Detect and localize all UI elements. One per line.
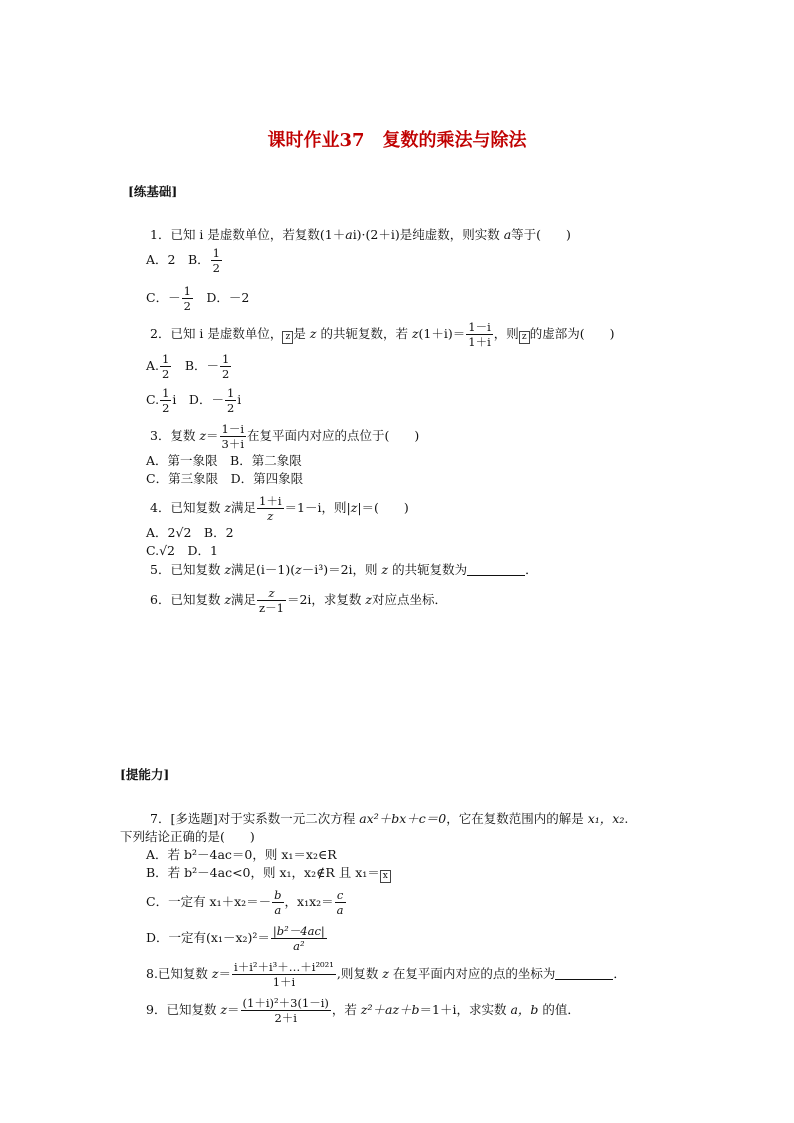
q2-option-a-fraction: $\frac{1}{2}$ xyxy=(162,352,170,381)
question-9 xyxy=(146,996,580,1025)
q6-var-z: z xyxy=(224,592,232,607)
q6-stem-d: 对应点坐标． xyxy=(371,592,447,607)
q6-stem-b: 满足 xyxy=(231,592,257,607)
q1-options-ab xyxy=(146,246,223,275)
q5-var-z: z xyxy=(224,562,232,577)
q4-options-cd: C.√2 D．1 xyxy=(146,543,218,558)
q7-equation: ax²＋bx＋c＝0 xyxy=(359,811,447,826)
q8-var-z: z xyxy=(211,966,219,981)
q2-option-c: C. xyxy=(146,392,160,407)
q2-stem-c: 的共轭复数，若 xyxy=(316,326,412,341)
q7-option-c-fraction-2: $\frac{c}{a}$ xyxy=(336,888,344,917)
question-1 xyxy=(150,226,571,244)
q4-fraction: $\frac{1+i}{z}$ xyxy=(259,494,282,523)
q1-option-a: A．2 B． xyxy=(146,252,210,267)
question-2 xyxy=(150,320,615,349)
question-6 xyxy=(150,586,447,615)
q7-option-d-text: D．一定有(x₁－x₂)²＝ xyxy=(146,930,270,945)
q7-stem-b: ，它在复数范围内的解是 xyxy=(446,811,588,826)
q2-option-d-tail: i xyxy=(237,392,242,407)
q9-equation: z²＋az＋b xyxy=(360,1002,420,1017)
q2-option-a: A. xyxy=(146,358,160,373)
q7-option-a: A．若 b²－4ac＝0，则 x₁＝x₂∈R xyxy=(146,847,337,862)
q8-stem-end: ． xyxy=(613,966,626,981)
q5-var-z2: z xyxy=(295,562,302,577)
q4-options-ab: A．2√2 B．2 xyxy=(146,525,234,540)
q7-stem-a: 7．[多选题]对于实系数一元二次方程 xyxy=(150,811,360,826)
q8-stem-c: ,则复数 xyxy=(336,966,383,981)
question-3 xyxy=(150,422,419,451)
conjugate-z-image: z xyxy=(282,331,293,344)
q1-var: a xyxy=(503,227,512,242)
q5-stem-b: 满足(i－1)( xyxy=(231,562,296,577)
q9-stem-e: 的值． xyxy=(538,1002,580,1017)
q9-fraction: $\frac{\text{(1＋i)²＋3(1－i)}}{2+i}$ xyxy=(242,996,329,1025)
q4-stem-c: ＝1－i，则| xyxy=(284,500,351,515)
q7-option-c-mid: ，x₁x₂＝ xyxy=(284,894,334,909)
q1-option-c: C．－ xyxy=(146,290,181,305)
q2-stem-f: 的虚部为( ) xyxy=(529,326,615,341)
question-8 xyxy=(146,960,626,989)
q1-option-b-fraction: $\frac{1}{2}$ xyxy=(212,246,220,275)
q9-stem-c: ，若 xyxy=(331,1002,361,1017)
q5-var-z3: z xyxy=(381,562,389,577)
q5-stem-a: 5．已知复数 xyxy=(150,562,225,577)
q2-option-c-fraction: $\frac{1}{2}$ xyxy=(162,386,170,415)
q7-option-b xyxy=(146,864,391,883)
q6-stem-c: ＝2i，求复数 xyxy=(286,592,366,607)
q8-fraction: $\frac{\text{i＋i²＋i³＋…＋i²⁰²¹}}{1+i}$ xyxy=(234,960,334,989)
q2-stem-b: 是 xyxy=(293,326,310,341)
q4-var-z2: z xyxy=(350,500,358,515)
q8-stem-d: 在复平面内对应的点的坐标为 xyxy=(388,966,556,981)
q2-stem-a: 2．已知 i 是虚数单位， xyxy=(150,326,283,341)
q3-options-cd: C．第三象限 D．第四象限 xyxy=(146,471,304,486)
q2-options-cd xyxy=(146,386,241,415)
q8-stem-a: 8.已知复数 xyxy=(146,966,212,981)
q2-option-d-fraction: $\frac{1}{2}$ xyxy=(226,386,235,415)
q9-stem-a: 9．已知复数 xyxy=(146,1002,221,1017)
q1-var-a: a xyxy=(345,227,353,242)
q4-stem-a: 4．已知复数 xyxy=(150,500,225,515)
q2-options-ab xyxy=(146,352,232,381)
q3-stem-b: ＝ xyxy=(206,428,219,443)
q2-var-z: z xyxy=(309,326,317,341)
q1-option-c-fraction: $\frac{1}{2}$ xyxy=(183,284,191,313)
q5-answer-blank[interactable] xyxy=(467,563,525,576)
q3-stem-c: 在复平面内对应的点位于( ) xyxy=(247,428,420,443)
q7-option-c xyxy=(146,888,347,917)
q4-stem-d: |＝( ) xyxy=(357,500,409,515)
q3-fraction: $\frac{1-i}{3+i}$ xyxy=(221,422,245,451)
q7-option-d-fraction: $\frac{\text{|b²－4ac|}}{\text{a²}}$ xyxy=(272,924,325,953)
question-5 xyxy=(150,561,538,579)
q7-option-b-text: B．若 b²－4ac<0，则 x₁，x₂∉R 且 x₁＝ xyxy=(146,865,380,880)
q8-var-z2: z xyxy=(382,966,389,981)
conjugate-x2-image: x xyxy=(380,870,391,883)
q3-stem-a: 3．复数 xyxy=(150,428,200,443)
q6-fraction: $\frac{z}{z-1}$ xyxy=(259,586,284,615)
q4-var-z: z xyxy=(224,500,232,515)
q2-stem-d: (1＋i)＝ xyxy=(418,326,466,341)
q9-vars-ab: a，b xyxy=(510,1002,539,1017)
q7-option-d xyxy=(146,924,328,953)
q1-stem-c: 等于( ) xyxy=(511,227,571,242)
q8-answer-blank[interactable] xyxy=(555,967,613,980)
q1-stem-a: 1．已知 i 是虚数单位，若复数(1＋ xyxy=(150,227,346,242)
q7-stem-c: . xyxy=(624,811,629,826)
q7-roots: x₁，x₂ xyxy=(587,811,625,826)
q9-var-z: z xyxy=(220,1002,228,1017)
q9-stem-b: ＝ xyxy=(227,1002,240,1017)
question-4 xyxy=(150,494,409,523)
q3-options-ab: A．第一象限 B．第二象限 xyxy=(146,453,302,468)
q2-stem-e: ，则 xyxy=(493,326,519,341)
q4-stem-b: 满足 xyxy=(231,500,257,515)
q2-fraction: $\frac{1-i}{1+i}$ xyxy=(468,320,491,349)
q7-option-c-text: C．一定有 x₁＋x₂＝－ xyxy=(146,894,272,909)
q3-var-z: z xyxy=(199,428,207,443)
question-7 xyxy=(150,810,628,828)
q2-option-d: i D．－ xyxy=(172,392,224,407)
q7-prompt: 下列结论正确的是( ) xyxy=(120,829,255,844)
q5-stem-c: －i³)＝2i，则 xyxy=(301,562,382,577)
q5-stem-end: ． xyxy=(525,562,538,577)
section-basic: [练基础] xyxy=(128,184,178,199)
q7-option-c-fraction-1: $\frac{b}{a}$ xyxy=(274,888,282,917)
q1-option-d: D．－2 xyxy=(193,290,250,305)
q9-stem-d: ＝1＋i，求实数 xyxy=(419,1002,511,1017)
q2-option-b-fraction: $\frac{1}{2}$ xyxy=(222,352,230,381)
q1-options-cd xyxy=(146,284,249,313)
conjugate-z-image-2: z xyxy=(519,331,530,344)
q2-option-b: B．－ xyxy=(172,358,220,373)
q1-stem-b: i)·(2＋i)是纯虚数，则实数 xyxy=(352,227,504,242)
q5-stem-d: 的共轭复数为 xyxy=(388,562,468,577)
q2-var-z2: z xyxy=(411,326,419,341)
q6-stem-a: 6．已知复数 xyxy=(150,592,225,607)
q6-var-z2: z xyxy=(365,592,372,607)
section-advanced: [提能力] xyxy=(120,767,170,782)
q8-stem-b: ＝ xyxy=(218,966,232,981)
page-title: 课时作业37 复数的乘法与除法 xyxy=(267,130,527,151)
